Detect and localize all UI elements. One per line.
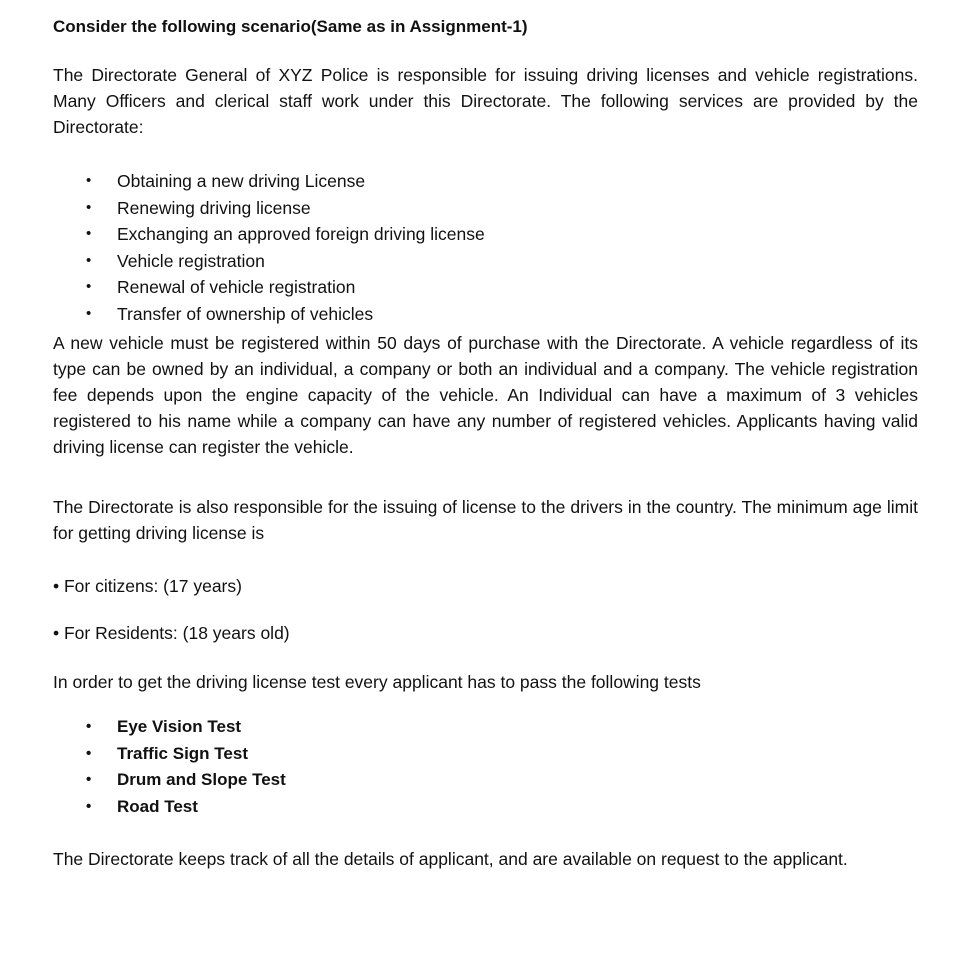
test-label: Eye Vision Test [117, 717, 242, 736]
closing-paragraph: The Directorate keeps track of all the details of applicant, and are available on request to the applicant. [53, 849, 848, 869]
service-label: Renewal of vehicle registration [117, 277, 356, 298]
list-item [53, 221, 485, 248]
list-item [53, 741, 286, 768]
age-citizens-line: • For citizens: (17 years) [53, 576, 242, 596]
tests-intro: In order to get the driving license test every applicant has to pass the following tests [53, 672, 701, 692]
service-label: Transfer of ownership of vehicles [117, 303, 374, 324]
list-item [53, 195, 485, 222]
bullet-icon: • [86, 225, 92, 243]
age-residents-line: • For Residents: (18 years old) [53, 623, 290, 643]
list-item [53, 714, 286, 741]
scenario-heading: Consider the following scenario(Same as in Assignment-1) [53, 17, 528, 36]
service-label: Vehicle registration [117, 250, 265, 271]
bullet-icon: • [86, 172, 92, 189]
bullet-icon: • [86, 718, 92, 735]
service-label: Exchanging an approved foreign driving license [117, 224, 485, 245]
registration-paragraph: A new vehicle must be registered within 50 days of purchase with the Directorate. A vehicle regardless of its type can be owned by an individual, a company or both an individual and a company. The vehicle registration fee depends upon the engine capacity of the vehicle. An Individual can have a maximum of 3 vehicles registered to his name while a company can have any number of registered vehicles. Applicants having valid driving license can register the vehicle. [53, 333, 918, 457]
test-label: Drum and Slope Test [117, 770, 286, 790]
list-item [53, 168, 485, 195]
tests-list [53, 714, 286, 820]
list-item [53, 767, 286, 794]
list-item [53, 794, 286, 821]
bullet-icon: • [86, 771, 92, 789]
intro-paragraph: The Directorate General of XYZ Police is responsible for issuing driving licenses and vehicle registrations. Many Officers and clerical staff work under this Directorate. The following services are provided by the Directorate: [53, 65, 918, 137]
bullet-icon: • [86, 251, 92, 269]
bullet-icon: • [86, 744, 92, 762]
test-label: Road Test [117, 796, 198, 816]
list-item [53, 301, 485, 328]
service-label: Obtaining a new driving License [117, 171, 366, 191]
service-label: Renewing driving license [117, 197, 311, 218]
services-list [53, 168, 485, 328]
bullet-icon: • [86, 198, 92, 216]
list-item [53, 248, 485, 275]
bullet-icon: • [86, 797, 92, 815]
list-item [53, 274, 485, 301]
test-label: Traffic Sign Test [117, 743, 248, 763]
license-paragraph: The Directorate is also responsible for the issuing of license to the drivers in the country. The minimum age limit for getting driving license is [53, 497, 918, 543]
bullet-icon: • [86, 278, 92, 296]
bullet-icon: • [86, 304, 92, 322]
